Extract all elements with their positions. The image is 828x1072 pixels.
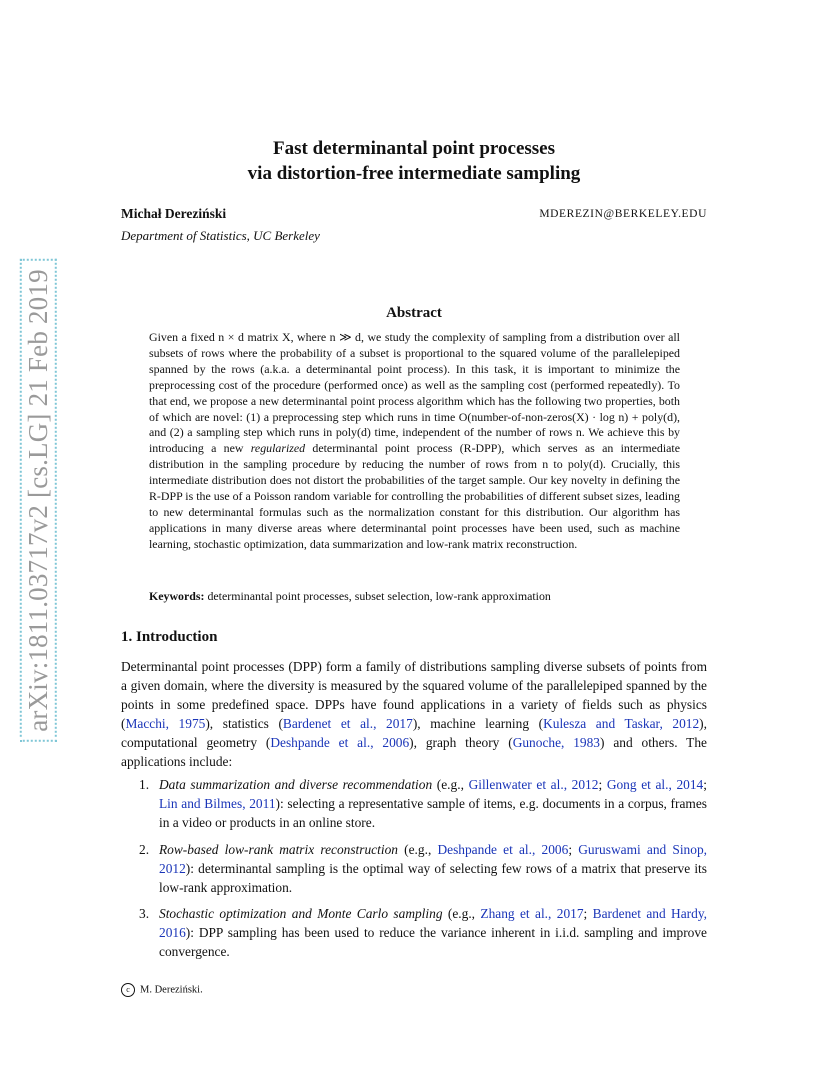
author-name: Michał Dereziński: [121, 206, 227, 221]
abstract-heading: Abstract: [386, 305, 442, 321]
copyright-icon: c: [121, 983, 135, 997]
citation-link[interactable]: Gong et al., 2014: [606, 777, 704, 792]
title-line-2: via distortion-free intermediate sampling: [247, 163, 581, 184]
list-text: ;: [583, 906, 593, 922]
section-title: 1. Introduction: [121, 629, 218, 645]
list-text: ;: [568, 841, 579, 857]
citation-link[interactable]: Gunoche, 1983: [512, 734, 601, 750]
citation-link[interactable]: Lin and Bilmes, 2011: [159, 795, 276, 811]
arxiv-stamp-text: arXiv:1811.03717v2 [cs.LG] 21 Feb 2019: [20, 259, 57, 742]
citation-link[interactable]: Deshpande et al., 2006: [270, 734, 410, 750]
citation-link[interactable]: Macchi, 1975: [125, 715, 206, 731]
list-number: 1.: [139, 777, 150, 792]
abstract-text-1: Given a fixed n × d matrix X, where n ≫ d, we study the complexity of sampling from a distribution over all subsets of rows where the probability of a subset is proportional to the squared volume of the parallelepiped spanned by the rows (a.k.a. a determinantal point process). In this task, it is important to minimize the preprocessing cost of the procedure (performed once) as well as the sampling cost (performed repeatedly). To that end, we propose a new determinantal point process algorithm which has the following two properties, both of which are novel: (1) a preprocessing step which runs in time O(number-of-non-zeros(X) · log n) + poly(d), and (2) a sampling step which runs in poly(d) time, independent of the number of rows n. We achieve this by introducing a new: [149, 330, 680, 456]
keywords: [149, 589, 680, 604]
list-text: (e.g.,: [397, 841, 438, 857]
author-affiliation: Department of Statistics, UC Berkeley: [121, 228, 320, 243]
citation-link[interactable]: Bardenet et al., 2017: [282, 715, 413, 731]
citation-link[interactable]: Bardenet and Hardy, 2016: [159, 906, 707, 941]
list-text: (e.g.,: [432, 777, 469, 792]
keywords-label: Keywords:: [149, 589, 205, 603]
intro-text: ), graph theory (: [409, 734, 513, 750]
citation-link[interactable]: Guruswami and Sinop, 2012: [159, 841, 707, 876]
applications-list: [121, 776, 707, 970]
citation-link[interactable]: Kulesza and Taskar, 2012: [543, 715, 700, 731]
list-text: ;: [598, 777, 607, 792]
citation-link[interactable]: Gillenwater et al., 2012: [468, 777, 599, 792]
list-text: ;: [703, 777, 707, 792]
list-item-title: Data summarization and diverse recommendation: [159, 777, 433, 792]
list-text: (e.g.,: [442, 906, 481, 922]
intro-text: ), computational geometry (: [121, 715, 707, 750]
intro-text: ) and others. The applications include:: [121, 734, 707, 769]
citation-link[interactable]: Deshpande et al., 2006: [437, 841, 569, 857]
abstract-regularized: regularized: [250, 441, 306, 456]
list-item: [121, 841, 707, 898]
arxiv-stamp: [10, 260, 66, 740]
list-item-title: Stochastic optimization and Monte Carlo sampling: [159, 906, 443, 922]
list-text: ): DPP sampling has been used to reduce the variance inherent in i.i.d. sampling and improve convergence.: [159, 925, 707, 960]
paper-title: [120, 136, 708, 186]
footer-text: M. Dereziński.: [140, 984, 203, 996]
intro-paragraph: [121, 658, 707, 771]
list-item: [121, 905, 707, 962]
abstract-body: [149, 330, 680, 553]
list-number: 2.: [139, 841, 150, 857]
intro-text: Determinantal point processes (DPP) form a family of distributions sampling diverse subsets of points from a given domain, where the diversity is measured by the squared volume of the parallelepiped spanned by the points in some predefined space. DPPs have found applications in a variety of fields such as physics (: [121, 659, 707, 731]
list-number: 3.: [139, 906, 150, 922]
citation-link[interactable]: Zhang et al., 2017: [480, 906, 584, 922]
list-text: ): selecting a representative sample of items, e.g. documents in a corpus, frames in a video or products in an online store.: [159, 795, 707, 830]
abstract-text-2: determinantal point process (R-DPP), which serves as an intermediate distribution in the sampling procedure by reducing the number of rows from n to poly(d). Crucially, this intermediate distribution does not distort the probabilities of the target sample. Our key novelty in defining the R-DPP is the use of a Poisson random variable for controlling the probabilities of different subset sizes, leading to new determinantal formulas such as the normalization constant for this distribution. Our algorithm has applications in many diverse areas where determinantal point processes have been used, such as machine learning, stochastic optimization, data summarization and low-rank matrix reconstruction.: [149, 441, 680, 551]
keywords-text: determinantal point processes, subset selection, low-rank approximation: [204, 589, 551, 603]
list-text: ): determinantal sampling is the optimal way of selecting few rows of a matrix that preserve its low-rank approximation.: [159, 860, 707, 895]
intro-text: ), statistics (: [205, 715, 283, 731]
author-email: MDEREZIN@BERKELEY.EDU: [539, 208, 707, 220]
list-item-title: Row-based low-rank matrix reconstruction: [159, 841, 398, 857]
title-line-1: Fast determinantal point processes: [273, 138, 555, 159]
intro-text: ), machine learning (: [412, 715, 544, 731]
list-item: [121, 776, 707, 833]
footer-copyright: [121, 983, 203, 997]
